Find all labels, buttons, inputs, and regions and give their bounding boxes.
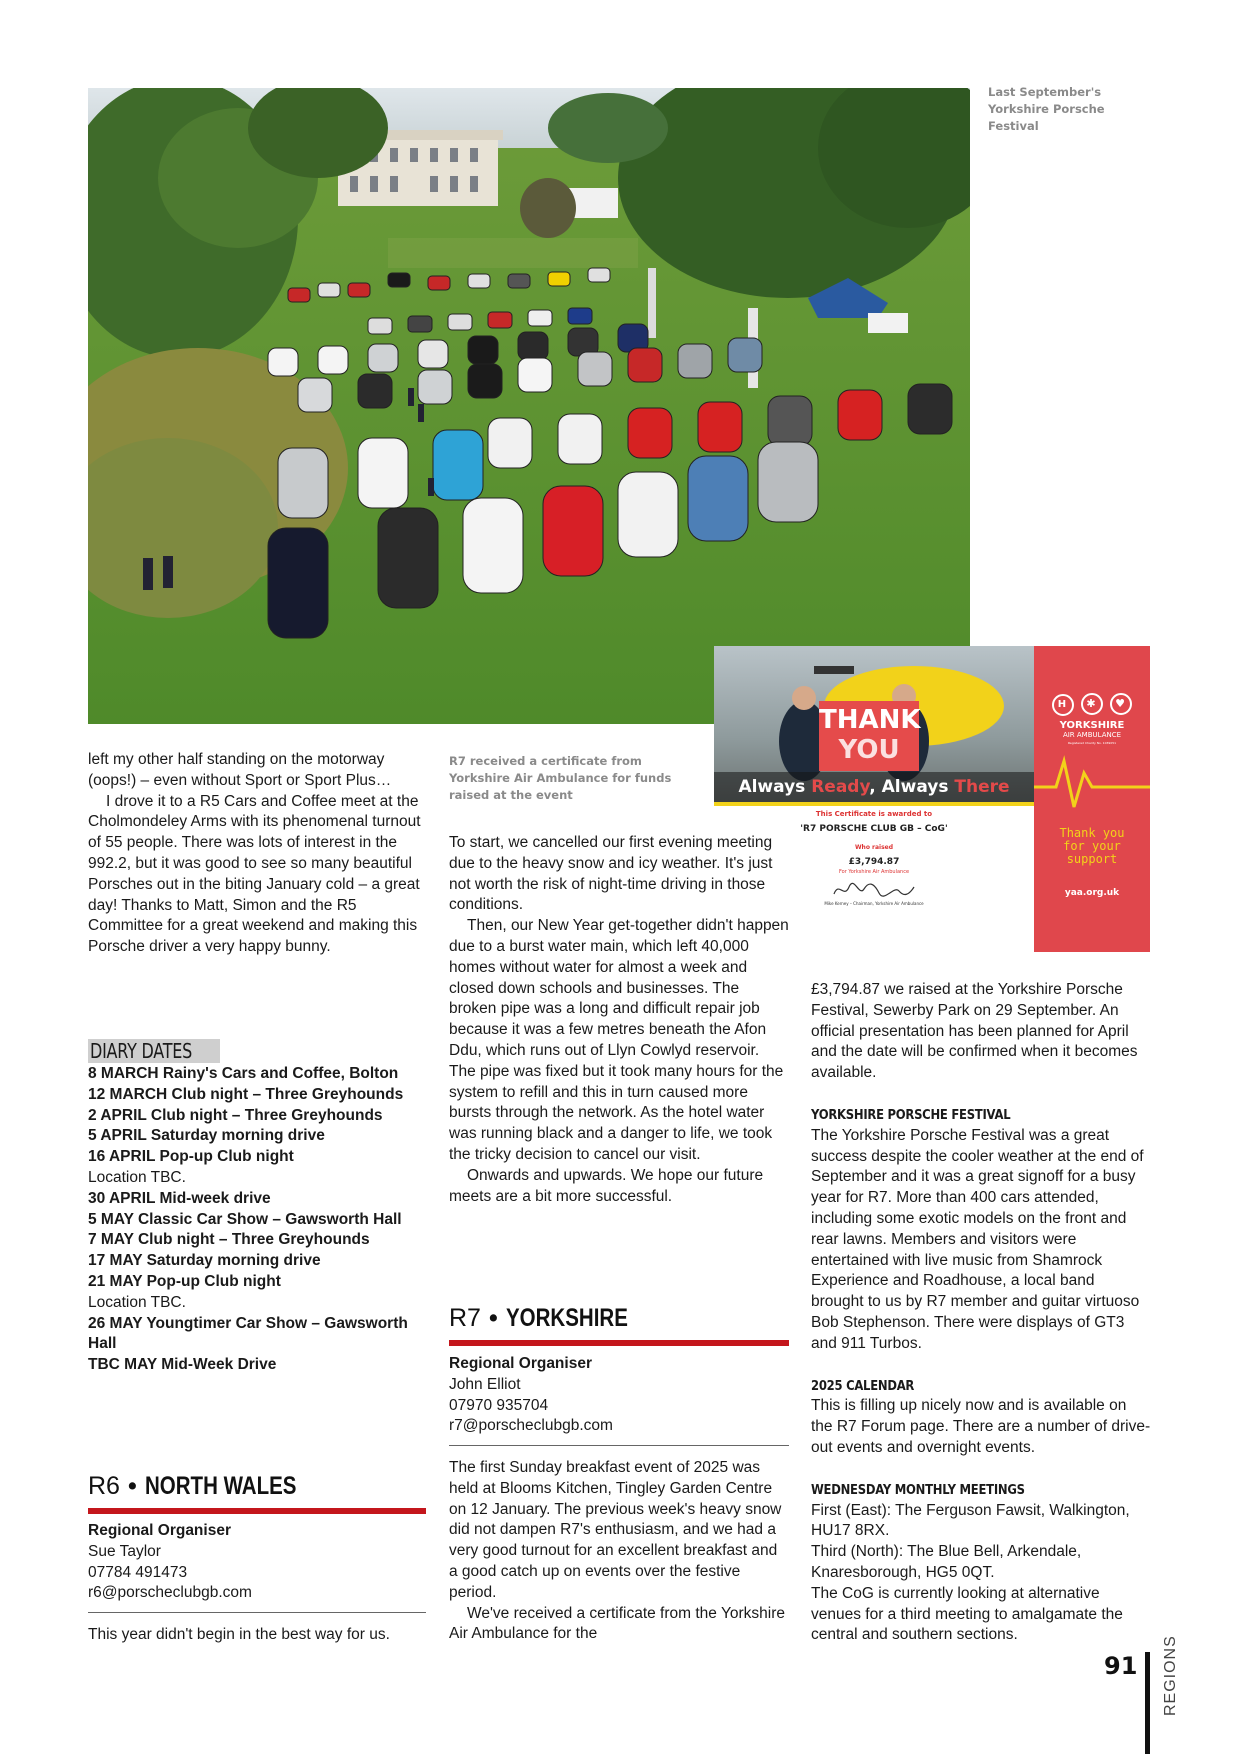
r6-section-title: [88, 1470, 329, 1502]
diary-item-title: 2 APRIL Club night – Three Greyhounds: [88, 1106, 383, 1124]
col2-paragraph-3: Onwards and upwards. We hope our future meets are a bit more successful.: [449, 1166, 764, 1205]
title-bullet: •: [488, 1303, 498, 1332]
r6-divider: [88, 1612, 426, 1613]
title-bullet: •: [127, 1471, 137, 1500]
yaa-logo-icons: [1034, 692, 1150, 716]
r6-phone: 07784 491473: [88, 1563, 188, 1581]
diary-item: [88, 1230, 428, 1251]
diary-item-title: 17 MAY Saturday morning drive: [88, 1252, 321, 1270]
diary-item: [88, 1106, 428, 1127]
meetings-heading: [811, 1480, 1151, 1501]
heartbeat-line-icon: [1034, 753, 1150, 813]
r7-phone: 07970 935704: [449, 1396, 549, 1414]
tagline-ready: Ready: [811, 777, 870, 797]
festival-photo: [88, 88, 970, 724]
you-text: YOU: [838, 735, 900, 765]
r7-paragraph-2: We've received a certificate from the Yorkshire Air Ambulance for the: [449, 1604, 785, 1643]
thank-you-sign: [819, 701, 919, 771]
column-2: [449, 833, 789, 1207]
page-number: 91: [1104, 1652, 1138, 1680]
col3-paragraph-6: The CoG is currently looking at alternative venues for a third meeting to amalgamate the central and southern sections.: [811, 1584, 1123, 1644]
col1-paragraph-2: I drove it to a R5 Cars and Coffee meet at the Cholmondeley Arms with its phenomenal turnout of 55 people. There was lots of interest in the 992.2, but it was good to see so many beautiful Porsches out in the biting January cold – a great day! Thanks to Matt, Simon and the R5 Committee for a great weekend and making this Porsche driver a very happy bunny.: [88, 792, 421, 956]
calendar-heading: [811, 1376, 1151, 1397]
certificate-caption: R7 received a certificate from Yorkshire Air Ambulance for funds raised at the event: [449, 754, 672, 802]
diary-item-title: 21 MAY Pop-up Club night: [88, 1272, 281, 1290]
diary-item-title: 26 MAY Youngtimer Car Show – Gawsworth Hall: [88, 1314, 408, 1353]
diary-item-title: 8 MARCH Rainy's Cars and Coffee, Bolton: [88, 1065, 399, 1082]
diary-item-title: 7 MAY Club night – Three Greyhounds: [88, 1231, 370, 1249]
certificate-side-panel: [1034, 646, 1150, 952]
star-logo-icon: ✱: [1081, 693, 1103, 715]
col3-paragraph-1: £3,794.87 we raised at the Yorkshire Porsche Festival, Sewerby Park on 29 September. An official presentation has been planned for April and the date will be confirmed when it becomes available.: [811, 981, 1138, 1082]
tagline-separator: , Always: [869, 777, 955, 797]
certificate-tagline: [714, 772, 1034, 802]
page-number-bar: [1145, 1652, 1150, 1754]
r6-name: NORTH WALES: [144, 1471, 297, 1500]
diary-item: [88, 1355, 428, 1376]
meetings-heading-text: WEDNESDAY MONTHLY MEETINGS: [811, 1481, 1025, 1498]
diary-item: [88, 1314, 428, 1356]
logo-line-3: Registered Charity No. 1039051: [1067, 741, 1117, 745]
column-1: [88, 750, 426, 958]
diary-item-title: 5 APRIL Saturday morning drive: [88, 1127, 325, 1145]
col2-paragraph-1: To start, we cancelled our first evening meeting due to the heavy snow and icy weather. It's just not worth the risk of night-time driving in those conditions.: [449, 834, 773, 914]
col3-paragraph-2: The Yorkshire Porsche Festival was a great success despite the cooler weather at the end of September and it was a great signoff for a busy year for R7. More than 400 cars attended, including some exotic models on the front and rear lawns. Members and visitors were entertained with live music from Shamrock Experience and Roadhouse, a local band brought to us by R7 member and guitar virtuoso Bob Stephenson. There were displays of GT3 and 911 Turbos.: [811, 1126, 1144, 1352]
r7-organiser-name: John Elliot: [449, 1375, 521, 1393]
diary-heading: [88, 1039, 220, 1063]
certificate-amount: £3,794.87: [848, 857, 900, 867]
diary-item-title: TBC MAY Mid-Week Drive: [88, 1356, 277, 1374]
col1-paragraph-1: left my other half standing on the motorway (oops!) – even without Sport or Sport Plus…: [88, 751, 392, 789]
section-label: [1162, 1635, 1186, 1716]
diary-item: [88, 1147, 428, 1189]
r7-name: YORKSHIRE: [505, 1303, 628, 1332]
r7-divider: [449, 1445, 789, 1446]
r6-intro: This year didn't begin in the best way for us.: [88, 1626, 390, 1643]
r6-red-rule: [88, 1508, 426, 1514]
diary-item-note: Location TBC.: [88, 1293, 186, 1311]
r7-organiser-label: Regional Organiser: [449, 1355, 592, 1372]
diary-item-title: 5 MAY Classic Car Show – Gawsworth Hall: [88, 1210, 402, 1228]
diary-item: [88, 1272, 428, 1314]
r6-organiser-name: Sue Taylor: [88, 1542, 161, 1560]
signature-scribble: [829, 879, 919, 901]
awarded-to-label: This Certificate is awarded to: [815, 810, 933, 818]
thank-text: THANK: [819, 705, 921, 735]
r7-paragraph-1: The first Sunday breakfast event of 2025 was held at Blooms Kitchen, Tingley Garden Centre on 12 January. The previous week's heavy snow did not dampen R7's enthusiasm, and we had a very good turnout for an excellent breakfast and a good catch up on events over the festive period.: [449, 1459, 782, 1601]
helicopter-logo-icon: H: [1052, 694, 1074, 716]
diary-item-title: 16 APRIL Pop-up Club night: [88, 1148, 294, 1166]
col3-paragraph-5: Third (North): The Blue Bell, Arkendale, Knaresborough, HG5 0QT.: [811, 1543, 1082, 1581]
diary-item: [88, 1126, 428, 1147]
who-raised-label: Who raised: [854, 844, 894, 851]
diary-heading-text: DIARY DATES: [90, 1039, 193, 1063]
col3-paragraph-4: First (East): The Ferguson Fawsit, Walkington, HU17 8RX.: [811, 1501, 1130, 1540]
r7-email[interactable]: r7@porscheclubgb.com: [449, 1417, 613, 1435]
r6-email[interactable]: r6@porscheclubgb.com: [88, 1584, 252, 1602]
calendar-heading-text: 2025 CALENDAR: [811, 1377, 915, 1394]
column-3: [811, 980, 1151, 1646]
festival-heading: [811, 1105, 1151, 1126]
r6-organiser-label: Regional Organiser: [88, 1522, 231, 1539]
r6-code: R6: [88, 1471, 120, 1500]
r7-red-rule: [449, 1340, 789, 1346]
heart-logo-icon: ♥: [1110, 693, 1132, 715]
r7-body: [449, 1458, 789, 1645]
thank-you-support: Thank you for your support: [1059, 826, 1125, 866]
tagline-there: There: [954, 777, 1010, 797]
col2-paragraph-2: Then, our New Year get-together didn't happen due to a burst water main, which left 40,000 homes without water for almost a week and closed down schools and businesses. The broken pipe was a long and difficult repair job because it was a few metres beneath the Afon Ddu, which runs out of Llyn Cowlyd reservoir. The pipe was fixed but it took many hours for the system to refill and this in turn caused more bursts through the network. As the hotel water was running black and a danger to life, we took the tricky decision to cancel our visit.: [449, 917, 789, 1163]
r7-code: R7: [449, 1303, 481, 1332]
diary-item-title: 30 APRIL Mid-week drive: [88, 1189, 271, 1207]
certificate-recipient: 'R7 PORSCHE CLUB GB – CoG': [800, 824, 948, 834]
diary-item-note: Location TBC.: [88, 1168, 186, 1186]
signatory-label: Mike Kerney – Chairman, Yorkshire Air Ambulance: [824, 901, 924, 906]
festival-heading-text: YORKSHIRE PORSCHE FESTIVAL: [811, 1106, 1011, 1123]
certificate-photo: [714, 646, 1034, 802]
yaa-website: yaa.org.uk: [1064, 888, 1120, 898]
col3-paragraph-3: This is filling up nicely now and is available on the R7 Forum page. There are a number of drive-out events and overnight events.: [811, 1397, 1151, 1456]
r6-organiser-block: [88, 1521, 426, 1604]
section-label-text: REGIONS: [1162, 1635, 1179, 1716]
diary-item: [88, 1210, 428, 1231]
diary-list: [88, 1064, 428, 1376]
diary-item: [88, 1189, 428, 1210]
photo-caption: Last September's Yorkshire Porsche Festival: [988, 85, 1105, 133]
diary-item: [88, 1085, 428, 1106]
diary-item-title: 12 MARCH Club night – Three Greyhounds: [88, 1085, 404, 1103]
logo-line-1: YORKSHIRE: [1059, 720, 1125, 731]
logo-line-2: AIR AMBULANCE: [1062, 731, 1122, 739]
diary-item: [88, 1064, 428, 1085]
r7-organiser-block: [449, 1354, 789, 1437]
for-label: For Yorkshire Air Ambulance: [838, 869, 910, 875]
r7-section-title: [449, 1302, 654, 1334]
certificate-yellow-rule: [714, 802, 1034, 806]
diary-item: [88, 1251, 428, 1272]
festival-photo-illustration: [88, 88, 970, 724]
tagline-always-1: Always: [738, 777, 812, 797]
